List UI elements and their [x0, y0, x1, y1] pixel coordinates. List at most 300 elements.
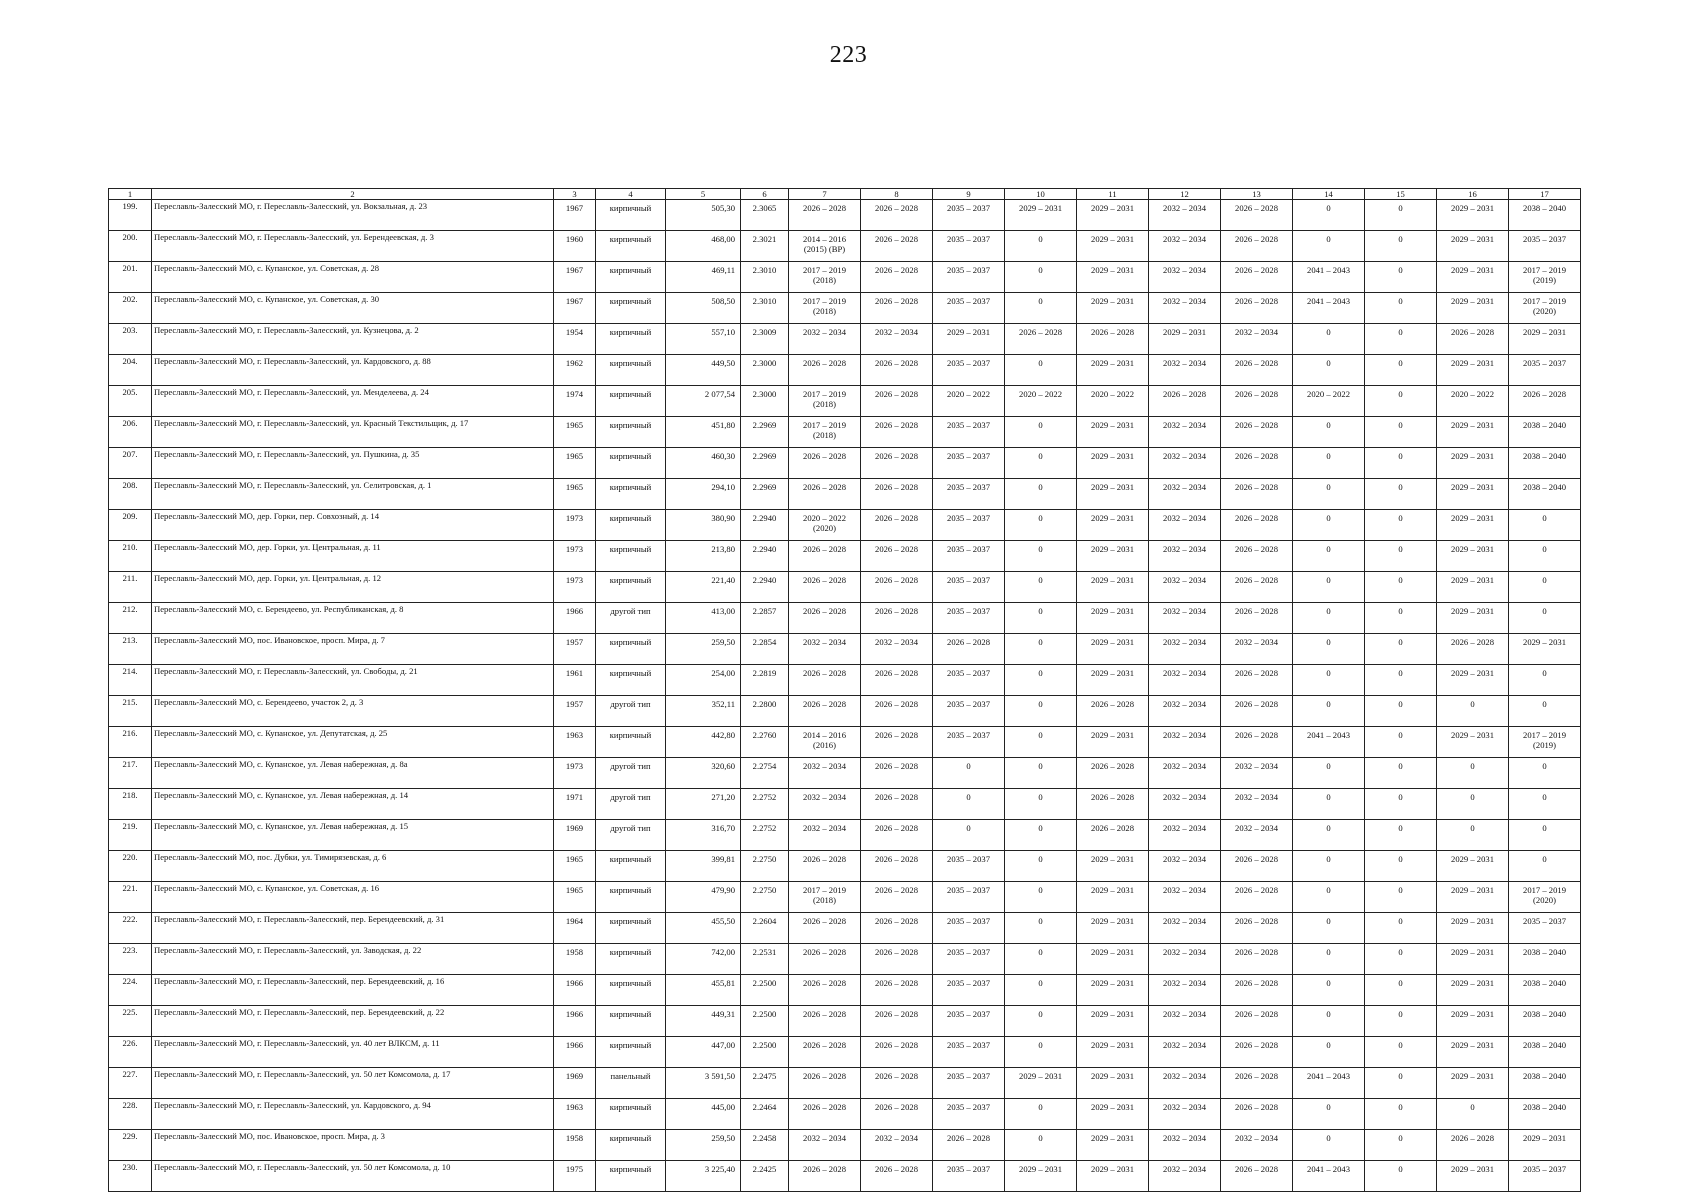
cell-col-16: 0 — [1437, 820, 1509, 851]
cell-col-10: 0 — [1005, 758, 1077, 789]
cell-col-17: 2017 – 2019 (2019) — [1509, 727, 1581, 758]
cell-col-6: 2.3000 — [741, 386, 789, 417]
cell-col-1: 221. — [109, 882, 152, 913]
cell-col-5: 259,50 — [666, 634, 741, 665]
cell-col-4: другой тип — [596, 820, 666, 851]
cell-col-13: 2026 – 2028 — [1221, 355, 1293, 386]
cell-col-10: 0 — [1005, 851, 1077, 882]
cell-col-13: 2026 – 2028 — [1221, 417, 1293, 448]
cell-col-14: 0 — [1293, 1037, 1365, 1068]
cell-col-14: 0 — [1293, 851, 1365, 882]
cell-col-17: 2035 – 2037 — [1509, 913, 1581, 944]
cell-col-10: 0 — [1005, 1130, 1077, 1161]
cell-col-10: 2026 – 2028 — [1005, 324, 1077, 355]
cell-col-13: 2032 – 2034 — [1221, 324, 1293, 355]
cell-col-12: 2032 – 2034 — [1149, 1099, 1221, 1130]
cell-col-3: 1965 — [554, 882, 596, 913]
cell-col-5: 316,70 — [666, 820, 741, 851]
cell-col-8: 2026 – 2028 — [861, 975, 933, 1006]
cell-col-1: 210. — [109, 541, 152, 572]
cell-col-13: 2032 – 2034 — [1221, 634, 1293, 665]
cell-col-15: 0 — [1365, 355, 1437, 386]
cell-col-7: 2032 – 2034 — [789, 820, 861, 851]
column-number-3: 3 — [554, 189, 596, 200]
cell-col-9: 2026 – 2028 — [933, 634, 1005, 665]
cell-col-4: кирпичный — [596, 262, 666, 293]
cell-col-1: 225. — [109, 1006, 152, 1037]
cell-col-16: 2029 – 2031 — [1437, 975, 1509, 1006]
cell-col-6: 2.3000 — [741, 355, 789, 386]
cell-col-6: 2.2500 — [741, 1006, 789, 1037]
cell-col-14: 2041 – 2043 — [1293, 1161, 1365, 1192]
cell-col-15: 0 — [1365, 696, 1437, 727]
cell-col-15: 0 — [1365, 603, 1437, 634]
cell-col-1: 230. — [109, 1161, 152, 1192]
cell-col-4: другой тип — [596, 789, 666, 820]
cell-col-16: 2029 – 2031 — [1437, 262, 1509, 293]
cell-col-9: 2035 – 2037 — [933, 1037, 1005, 1068]
cell-col-1: 214. — [109, 665, 152, 696]
cell-col-1: 202. — [109, 293, 152, 324]
cell-col-5: 479,90 — [666, 882, 741, 913]
cell-col-16: 2026 – 2028 — [1437, 634, 1509, 665]
cell-col-13: 2026 – 2028 — [1221, 386, 1293, 417]
cell-col-14: 0 — [1293, 913, 1365, 944]
cell-col-6: 2.2969 — [741, 448, 789, 479]
table-row — [109, 510, 1581, 541]
cell-col-11: 2029 – 2031 — [1077, 851, 1149, 882]
cell-col-10: 0 — [1005, 448, 1077, 479]
cell-col-10: 0 — [1005, 231, 1077, 262]
cell-col-8: 2026 – 2028 — [861, 758, 933, 789]
cell-col-11: 2029 – 2031 — [1077, 262, 1149, 293]
cell-col-1: 200. — [109, 231, 152, 262]
cell-col-8: 2026 – 2028 — [861, 665, 933, 696]
cell-col-14: 0 — [1293, 355, 1365, 386]
cell-col-3: 1966 — [554, 603, 596, 634]
cell-col-11: 2029 – 2031 — [1077, 727, 1149, 758]
cell-col-16: 0 — [1437, 758, 1509, 789]
cell-col-17: 0 — [1509, 851, 1581, 882]
cell-col-11: 2029 – 2031 — [1077, 510, 1149, 541]
table-row — [109, 944, 1581, 975]
cell-col-2: Переславль-Залесский МО, г. Переславль-Залесский, пер. Берендеевский, д. 22 — [152, 1006, 554, 1037]
cell-col-7: 2026 – 2028 — [789, 944, 861, 975]
cell-col-11: 2029 – 2031 — [1077, 944, 1149, 975]
cell-col-15: 0 — [1365, 665, 1437, 696]
cell-col-11: 2029 – 2031 — [1077, 1006, 1149, 1037]
cell-col-13: 2026 – 2028 — [1221, 851, 1293, 882]
cell-col-8: 2026 – 2028 — [861, 572, 933, 603]
cell-col-8: 2026 – 2028 — [861, 820, 933, 851]
cell-col-4: кирпичный — [596, 1161, 666, 1192]
cell-col-14: 0 — [1293, 758, 1365, 789]
cell-col-14: 0 — [1293, 324, 1365, 355]
cell-col-8: 2026 – 2028 — [861, 944, 933, 975]
cell-col-7: 2020 – 2022 (2020) — [789, 510, 861, 541]
cell-col-1: 201. — [109, 262, 152, 293]
cell-col-3: 1963 — [554, 727, 596, 758]
cell-col-2: Переславль-Залесский МО, с. Берендеево, участок 2, д. 3 — [152, 696, 554, 727]
cell-col-8: 2032 – 2034 — [861, 324, 933, 355]
cell-col-13: 2026 – 2028 — [1221, 696, 1293, 727]
cell-col-10: 0 — [1005, 1099, 1077, 1130]
cell-col-12: 2032 – 2034 — [1149, 262, 1221, 293]
cell-col-12: 2032 – 2034 — [1149, 634, 1221, 665]
column-number-2: 2 — [152, 189, 554, 200]
cell-col-4: кирпичный — [596, 882, 666, 913]
cell-col-5: 399,81 — [666, 851, 741, 882]
cell-col-8: 2026 – 2028 — [861, 727, 933, 758]
cell-col-11: 2029 – 2031 — [1077, 603, 1149, 634]
cell-col-5: 3 591,50 — [666, 1068, 741, 1099]
cell-col-14: 0 — [1293, 448, 1365, 479]
cell-col-11: 2020 – 2022 — [1077, 386, 1149, 417]
cell-col-17: 0 — [1509, 665, 1581, 696]
cell-col-16: 2029 – 2031 — [1437, 293, 1509, 324]
cell-col-15: 0 — [1365, 913, 1437, 944]
cell-col-1: 209. — [109, 510, 152, 541]
cell-col-17: 0 — [1509, 696, 1581, 727]
cell-col-13: 2026 – 2028 — [1221, 727, 1293, 758]
table-row — [109, 1161, 1581, 1192]
cell-col-8: 2026 – 2028 — [861, 913, 933, 944]
cell-col-14: 2041 – 2043 — [1293, 293, 1365, 324]
cell-col-1: 224. — [109, 975, 152, 1006]
cell-col-13: 2026 – 2028 — [1221, 1006, 1293, 1037]
cell-col-3: 1958 — [554, 1130, 596, 1161]
cell-col-3: 1973 — [554, 541, 596, 572]
cell-col-1: 222. — [109, 913, 152, 944]
cell-col-2: Переславль-Залесский МО, с. Купанское, ул. Депутатская, д. 25 — [152, 727, 554, 758]
cell-col-1: 220. — [109, 851, 152, 882]
cell-col-17: 0 — [1509, 789, 1581, 820]
column-number-11: 11 — [1077, 189, 1149, 200]
cell-col-2: Переславль-Залесский МО, г. Переславль-Залесский, ул. Селитровская, д. 1 — [152, 479, 554, 510]
cell-col-14: 0 — [1293, 510, 1365, 541]
cell-col-12: 2032 – 2034 — [1149, 975, 1221, 1006]
cell-col-3: 1967 — [554, 293, 596, 324]
cell-col-15: 0 — [1365, 1006, 1437, 1037]
cell-col-13: 2026 – 2028 — [1221, 541, 1293, 572]
cell-col-15: 0 — [1365, 634, 1437, 665]
cell-col-7: 2026 – 2028 — [789, 1006, 861, 1037]
cell-col-10: 0 — [1005, 913, 1077, 944]
cell-col-1: 208. — [109, 479, 152, 510]
cell-col-17: 2029 – 2031 — [1509, 324, 1581, 355]
cell-col-9: 0 — [933, 758, 1005, 789]
cell-col-12: 2032 – 2034 — [1149, 758, 1221, 789]
table-row — [109, 665, 1581, 696]
cell-col-17: 0 — [1509, 820, 1581, 851]
cell-col-17: 2017 – 2019 (2020) — [1509, 293, 1581, 324]
cell-col-2: Переславль-Залесский МО, г. Переславль-Залесский, ул. Вокзальная, д. 23 — [152, 200, 554, 231]
cell-col-13: 2026 – 2028 — [1221, 231, 1293, 262]
cell-col-1: 206. — [109, 417, 152, 448]
cell-col-4: кирпичный — [596, 324, 666, 355]
cell-col-13: 2032 – 2034 — [1221, 758, 1293, 789]
cell-col-17: 2035 – 2037 — [1509, 355, 1581, 386]
cell-col-10: 0 — [1005, 572, 1077, 603]
cell-col-8: 2026 – 2028 — [861, 603, 933, 634]
cell-col-16: 2029 – 2031 — [1437, 231, 1509, 262]
cell-col-7: 2017 – 2019 (2018) — [789, 386, 861, 417]
cell-col-12: 2032 – 2034 — [1149, 231, 1221, 262]
cell-col-1: 212. — [109, 603, 152, 634]
cell-col-2: Переславль-Залесский МО, с. Купанское, ул. Советская, д. 16 — [152, 882, 554, 913]
cell-col-12: 2032 – 2034 — [1149, 1130, 1221, 1161]
cell-col-2: Переславль-Залесский МО, г. Переславль-Залесский, ул. Пушкина, д. 35 — [152, 448, 554, 479]
cell-col-10: 0 — [1005, 262, 1077, 293]
cell-col-14: 0 — [1293, 696, 1365, 727]
cell-col-12: 2032 – 2034 — [1149, 882, 1221, 913]
cell-col-14: 0 — [1293, 1099, 1365, 1130]
cell-col-13: 2026 – 2028 — [1221, 1037, 1293, 1068]
cell-col-1: 216. — [109, 727, 152, 758]
cell-col-15: 0 — [1365, 200, 1437, 231]
cell-col-1: 205. — [109, 386, 152, 417]
cell-col-10: 2029 – 2031 — [1005, 1068, 1077, 1099]
cell-col-15: 0 — [1365, 293, 1437, 324]
cell-col-6: 2.2464 — [741, 1099, 789, 1130]
table-row — [109, 727, 1581, 758]
cell-col-16: 2029 – 2031 — [1437, 541, 1509, 572]
cell-col-8: 2026 – 2028 — [861, 851, 933, 882]
cell-col-4: другой тип — [596, 696, 666, 727]
cell-col-17: 2017 – 2019 (2019) — [1509, 262, 1581, 293]
cell-col-7: 2026 – 2028 — [789, 851, 861, 882]
cell-col-16: 2029 – 2031 — [1437, 1068, 1509, 1099]
cell-col-12: 2032 – 2034 — [1149, 789, 1221, 820]
cell-col-3: 1966 — [554, 975, 596, 1006]
cell-col-2: Переславль-Залесский МО, г. Переславль-Залесский, пер. Берендеевский, д. 31 — [152, 913, 554, 944]
cell-col-15: 0 — [1365, 510, 1437, 541]
cell-col-17: 2038 – 2040 — [1509, 1068, 1581, 1099]
cell-col-12: 2032 – 2034 — [1149, 696, 1221, 727]
cell-col-16: 2029 – 2031 — [1437, 944, 1509, 975]
cell-col-4: кирпичный — [596, 944, 666, 975]
cell-col-12: 2032 – 2034 — [1149, 355, 1221, 386]
cell-col-1: 218. — [109, 789, 152, 820]
cell-col-9: 2035 – 2037 — [933, 293, 1005, 324]
cell-col-8: 2026 – 2028 — [861, 200, 933, 231]
cell-col-16: 0 — [1437, 696, 1509, 727]
cell-col-6: 2.3021 — [741, 231, 789, 262]
cell-col-10: 0 — [1005, 665, 1077, 696]
cell-col-11: 2029 – 2031 — [1077, 1161, 1149, 1192]
cell-col-16: 2029 – 2031 — [1437, 1006, 1509, 1037]
cell-col-4: кирпичный — [596, 386, 666, 417]
table-row — [109, 479, 1581, 510]
cell-col-5: 352,11 — [666, 696, 741, 727]
cell-col-8: 2026 – 2028 — [861, 231, 933, 262]
cell-col-15: 0 — [1365, 789, 1437, 820]
cell-col-1: 229. — [109, 1130, 152, 1161]
cell-col-11: 2029 – 2031 — [1077, 1099, 1149, 1130]
table-row — [109, 386, 1581, 417]
cell-col-3: 1973 — [554, 572, 596, 603]
cell-col-3: 1954 — [554, 324, 596, 355]
cell-col-12: 2032 – 2034 — [1149, 510, 1221, 541]
cell-col-17: 0 — [1509, 541, 1581, 572]
cell-col-9: 2035 – 2037 — [933, 1161, 1005, 1192]
cell-col-1: 227. — [109, 1068, 152, 1099]
cell-col-8: 2026 – 2028 — [861, 355, 933, 386]
cell-col-13: 2026 – 2028 — [1221, 200, 1293, 231]
cell-col-10: 0 — [1005, 696, 1077, 727]
cell-col-16: 2026 – 2028 — [1437, 324, 1509, 355]
cell-col-6: 2.2940 — [741, 572, 789, 603]
cell-col-5: 469,11 — [666, 262, 741, 293]
cell-col-4: кирпичный — [596, 727, 666, 758]
cell-col-17: 2038 – 2040 — [1509, 1037, 1581, 1068]
cell-col-8: 2026 – 2028 — [861, 510, 933, 541]
cell-col-11: 2029 – 2031 — [1077, 975, 1149, 1006]
cell-col-12: 2032 – 2034 — [1149, 1037, 1221, 1068]
cell-col-2: Переславль-Залесский МО, с. Купанское, ул. Левая набережная, д. 8а — [152, 758, 554, 789]
cell-col-10: 0 — [1005, 510, 1077, 541]
cell-col-12: 2032 – 2034 — [1149, 851, 1221, 882]
cell-col-3: 1964 — [554, 913, 596, 944]
cell-col-7: 2014 – 2016 (2015) (ВР) — [789, 231, 861, 262]
cell-col-7: 2026 – 2028 — [789, 479, 861, 510]
cell-col-2: Переславль-Залесский МО, г. Переславль-Залесский, ул. Заводская, д. 22 — [152, 944, 554, 975]
cell-col-4: кирпичный — [596, 479, 666, 510]
table-row — [109, 324, 1581, 355]
cell-col-4: кирпичный — [596, 975, 666, 1006]
cell-col-14: 0 — [1293, 789, 1365, 820]
cell-col-9: 2035 – 2037 — [933, 417, 1005, 448]
cell-col-5: 254,00 — [666, 665, 741, 696]
cell-col-9: 2026 – 2028 — [933, 1130, 1005, 1161]
cell-col-5: 455,81 — [666, 975, 741, 1006]
cell-col-7: 2026 – 2028 — [789, 913, 861, 944]
cell-col-6: 2.2500 — [741, 1037, 789, 1068]
cell-col-16: 2026 – 2028 — [1437, 1130, 1509, 1161]
column-number-10: 10 — [1005, 189, 1077, 200]
cell-col-6: 2.2750 — [741, 851, 789, 882]
cell-col-15: 0 — [1365, 975, 1437, 1006]
cell-col-14: 2041 – 2043 — [1293, 727, 1365, 758]
cell-col-14: 0 — [1293, 200, 1365, 231]
cell-col-6: 2.2425 — [741, 1161, 789, 1192]
table-row — [109, 448, 1581, 479]
table-row — [109, 603, 1581, 634]
cell-col-11: 2029 – 2031 — [1077, 479, 1149, 510]
table-row — [109, 231, 1581, 262]
cell-col-15: 0 — [1365, 727, 1437, 758]
cell-col-11: 2029 – 2031 — [1077, 231, 1149, 262]
cell-col-10: 0 — [1005, 293, 1077, 324]
cell-col-13: 2026 – 2028 — [1221, 1068, 1293, 1099]
column-number-1: 1 — [109, 189, 152, 200]
cell-col-2: Переславль-Залесский МО, г. Переславль-Залесский, ул. Красный Текстильщик, д. 17 — [152, 417, 554, 448]
cell-col-12: 2026 – 2028 — [1149, 386, 1221, 417]
cell-col-11: 2029 – 2031 — [1077, 355, 1149, 386]
table-row — [109, 1130, 1581, 1161]
cell-col-9: 2020 – 2022 — [933, 386, 1005, 417]
table-row — [109, 262, 1581, 293]
cell-col-14: 0 — [1293, 975, 1365, 1006]
cell-col-1: 204. — [109, 355, 152, 386]
cell-col-3: 1967 — [554, 200, 596, 231]
cell-col-16: 2029 – 2031 — [1437, 572, 1509, 603]
cell-col-6: 2.2458 — [741, 1130, 789, 1161]
table-row — [109, 1099, 1581, 1130]
column-number-9: 9 — [933, 189, 1005, 200]
cell-col-3: 1966 — [554, 1006, 596, 1037]
cell-col-3: 1965 — [554, 417, 596, 448]
cell-col-4: другой тип — [596, 758, 666, 789]
cell-col-5: 3 225,40 — [666, 1161, 741, 1192]
cell-col-17: 0 — [1509, 572, 1581, 603]
cell-col-12: 2032 – 2034 — [1149, 293, 1221, 324]
cell-col-17: 2017 – 2019 (2020) — [1509, 882, 1581, 913]
cell-col-9: 2035 – 2037 — [933, 665, 1005, 696]
cell-col-5: 294,10 — [666, 479, 741, 510]
cell-col-3: 1965 — [554, 479, 596, 510]
cell-col-5: 468,00 — [666, 231, 741, 262]
cell-col-11: 2029 – 2031 — [1077, 293, 1149, 324]
cell-col-2: Переславль-Залесский МО, дер. Горки, ул. Центральная, д. 11 — [152, 541, 554, 572]
cell-col-14: 0 — [1293, 882, 1365, 913]
cell-col-9: 2035 – 2037 — [933, 696, 1005, 727]
cell-col-6: 2.2854 — [741, 634, 789, 665]
cell-col-14: 2041 – 2043 — [1293, 1068, 1365, 1099]
cell-col-10: 2020 – 2022 — [1005, 386, 1077, 417]
cell-col-2: Переславль-Залесский МО, с. Купанское, ул. Советская, д. 30 — [152, 293, 554, 324]
cell-col-5: 449,50 — [666, 355, 741, 386]
cell-col-5: 742,00 — [666, 944, 741, 975]
cell-col-2: Переславль-Залесский МО, г. Переславль-Залесский, ул. 50 лет Комсомола, д. 10 — [152, 1161, 554, 1192]
cell-col-14: 0 — [1293, 820, 1365, 851]
cell-col-15: 0 — [1365, 1099, 1437, 1130]
cell-col-13: 2026 – 2028 — [1221, 572, 1293, 603]
cell-col-6: 2.3009 — [741, 324, 789, 355]
cell-col-16: 2029 – 2031 — [1437, 603, 1509, 634]
cell-col-2: Переславль-Залесский МО, г. Переславль-Залесский, пер. Берендеевский, д. 16 — [152, 975, 554, 1006]
cell-col-12: 2032 – 2034 — [1149, 479, 1221, 510]
cell-col-17: 2029 – 2031 — [1509, 1130, 1581, 1161]
cell-col-3: 1971 — [554, 789, 596, 820]
cell-col-13: 2026 – 2028 — [1221, 262, 1293, 293]
cell-col-8: 2026 – 2028 — [861, 262, 933, 293]
cell-col-13: 2026 – 2028 — [1221, 944, 1293, 975]
cell-col-7: 2032 – 2034 — [789, 758, 861, 789]
cell-col-13: 2026 – 2028 — [1221, 510, 1293, 541]
cell-col-4: кирпичный — [596, 1037, 666, 1068]
cell-col-15: 0 — [1365, 572, 1437, 603]
cell-col-7: 2026 – 2028 — [789, 975, 861, 1006]
cell-col-17: 2038 – 2040 — [1509, 1006, 1581, 1037]
cell-col-9: 2035 – 2037 — [933, 1068, 1005, 1099]
cell-col-1: 228. — [109, 1099, 152, 1130]
cell-col-7: 2026 – 2028 — [789, 665, 861, 696]
table-row — [109, 820, 1581, 851]
cell-col-16: 2029 – 2031 — [1437, 200, 1509, 231]
cell-col-7: 2017 – 2019 (2018) — [789, 262, 861, 293]
cell-col-1: 211. — [109, 572, 152, 603]
table-row — [109, 913, 1581, 944]
cell-col-6: 2.2760 — [741, 727, 789, 758]
cell-col-3: 1965 — [554, 448, 596, 479]
cell-col-5: 557,10 — [666, 324, 741, 355]
table-row — [109, 355, 1581, 386]
cell-col-5: 221,40 — [666, 572, 741, 603]
cell-col-7: 2032 – 2034 — [789, 1130, 861, 1161]
cell-col-3: 1962 — [554, 355, 596, 386]
cell-col-13: 2026 – 2028 — [1221, 975, 1293, 1006]
